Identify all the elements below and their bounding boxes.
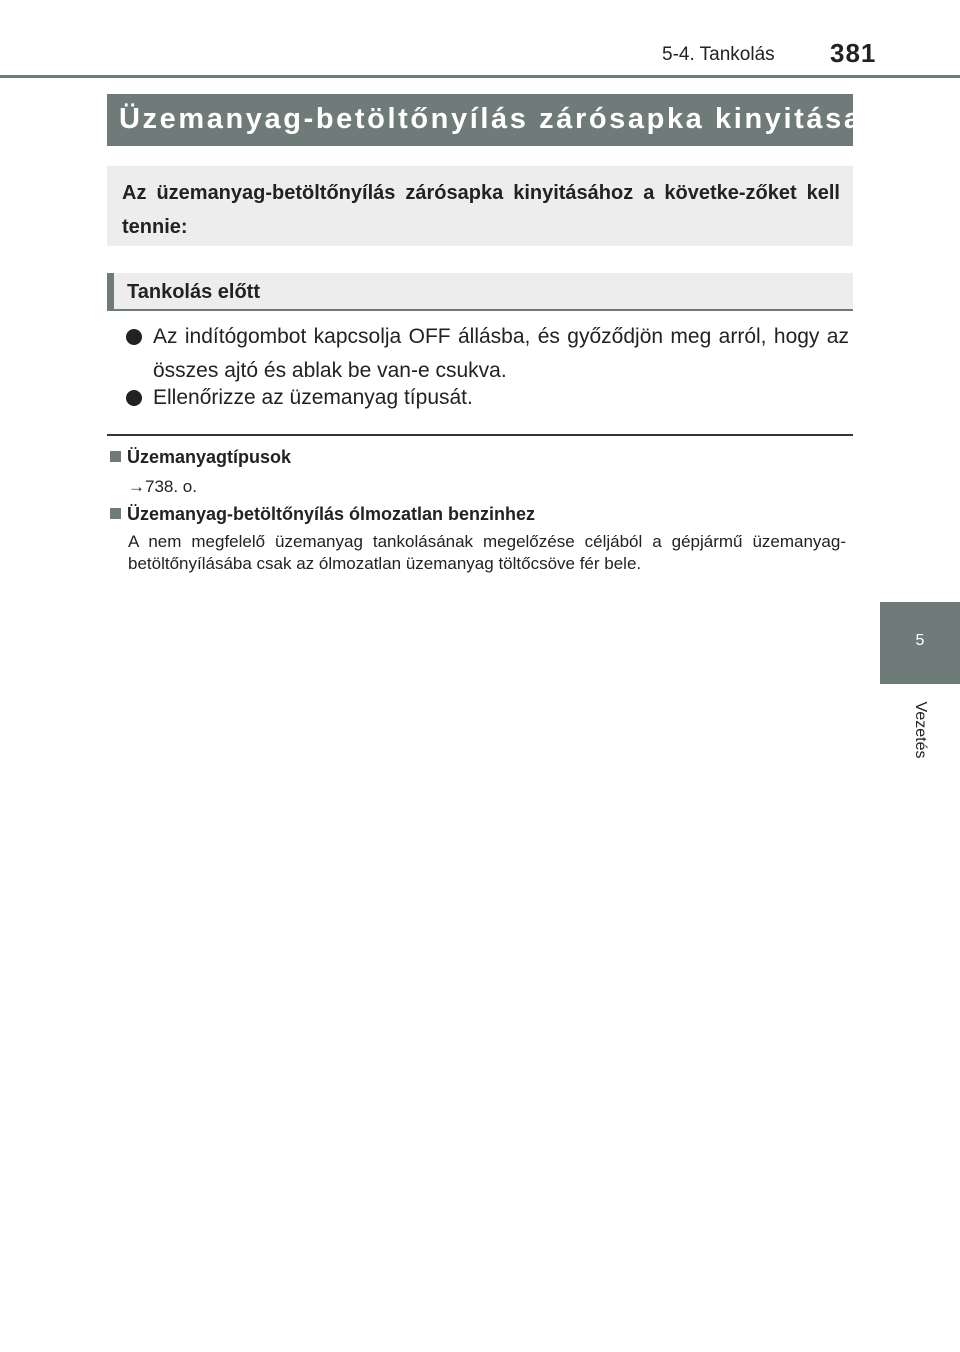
- square-bullet-icon: [110, 508, 121, 519]
- intro-box: [107, 166, 853, 246]
- chapter-tab: [880, 602, 960, 684]
- note-heading-label: Üzemanyagtípusok: [127, 447, 292, 467]
- subsection-accent: [107, 273, 114, 309]
- section-divider: [107, 434, 853, 436]
- title-bar: [107, 94, 863, 146]
- chapter-number: 5: [915, 632, 925, 649]
- page-reference: →738. o.: [128, 477, 197, 496]
- bullet-dot-icon: [126, 329, 142, 345]
- page-title: Üzemanyag-betöltőnyílás zárósapka kinyitása: [119, 103, 863, 135]
- intro-text: Az üzemanyag-betöltőnyílás zárósapka kinyitásához a követke-zőket kell tennie:: [122, 182, 840, 238]
- header-rule: [0, 75, 960, 78]
- section-label: 5-4. Tankolás: [662, 44, 775, 65]
- bullet-dot-icon: [126, 390, 142, 406]
- note-heading-label: Üzemanyag-betöltőnyílás ólmozatlan benzinhez: [127, 504, 536, 524]
- page-number: 381: [830, 38, 877, 68]
- chapter-name: Vezetés: [912, 701, 929, 759]
- bullet-text: Ellenőrizze az üzemanyag típusát.: [153, 386, 473, 409]
- note-body: A nem megfelelő üzemanyag tankolásának megelőzése céljából a gépjármű üzemanyag-betöltőnyílásába csak az ólmozatlan üzemanyag töltőcsöve fér bele.: [128, 532, 846, 573]
- subsection-header: [107, 273, 853, 311]
- subsection-title: Tankolás előtt: [127, 281, 260, 303]
- bullet-text: Az indítógombot kapcsolja OFF állásba, és győződjön meg arról, hogy az összes ajtó és ablak be van-e csukva.: [153, 325, 849, 382]
- square-bullet-icon: [110, 451, 121, 462]
